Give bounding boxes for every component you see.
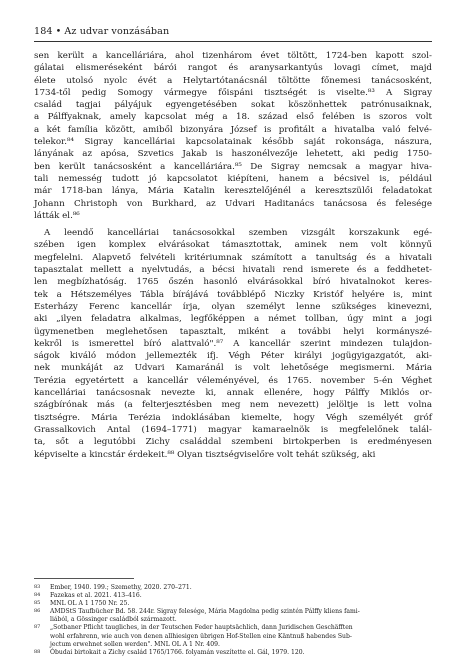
footnote-text [50, 592, 432, 600]
footnote-number: 84 [34, 592, 41, 599]
text-line: tapasztalat mellett a nyelvtudás, a bécsi hivatali rend ismerete és a feddhetet- [34, 265, 432, 276]
footnote-line: Fazekas et al. 2021. 413–416. [50, 592, 142, 600]
text-line: nek munkáját az Udvari Kamaránál is volt lehetősége megismerni. Mária [34, 363, 432, 374]
text-line: telekor.⁸⁴ Sigray kancelláriai kapcsolatainak később saját rokonsága, nászura, [34, 137, 432, 148]
text-line: tisztségre. Mária Terézia indoklásában kiemelte, hogy Végh személyét gróf [34, 412, 432, 423]
footnote-line: wohl erfahrenn, wie auch von denen allhiesigen übrigen Hof-Stellen eine Käntnuß habendes Sub- [50, 632, 352, 640]
footnote-number: 88 [34, 648, 41, 655]
text-line: Johann Christoph von Burkhard, az Udvari Haditanács tanácsosa és felesége [34, 198, 432, 209]
text-line: szében igen komplex elvárásokat támasztottak, aminek nem volt könnyű [34, 240, 432, 251]
paragraph [34, 50, 432, 222]
text-line: gálatai elismeréseként bárói rangot és aranysarkantyús lovagi címet, majd [34, 63, 432, 74]
text-line: ságok kiváló módon jellemezték ifj. Végh Péter királyi jogügyigazgatót, aki- [34, 351, 432, 362]
running-header [34, 26, 432, 37]
text-line: len megbízhatóság. 1765 őszén hasonló elvárásokkal bíró hivatalnokot keres- [34, 277, 432, 288]
footnote-text [50, 624, 432, 648]
footnote-text [50, 649, 432, 657]
footnote-number: 87 [34, 624, 41, 631]
footnote-line: MNL OL A 1 1750 Nr. 25. [50, 600, 130, 608]
text-line: már 1718-ban lánya, Mária Katalin keresztelőjénél a keresztszülői feladatokat [34, 186, 432, 197]
footnote-line: Óbudai birtokait a Zichy család 1765/1766. folyamán veszítette el. Gál, 1979. 120. [50, 648, 305, 656]
text-line: kancelláriai tanácsosnak nevezte ki, annak ellenére, hogy Pálffy Miklós or- [34, 388, 432, 399]
footnote-text [50, 608, 432, 624]
text-line: ta, sőt a legutóbbi Zichy családdal szembeni birtokperben is eredményesen [34, 437, 432, 448]
footnote [34, 608, 432, 624]
footnote-line: Ember, 1940. 199.; Szemethy, 2020. 270–271. [50, 584, 192, 591]
footnote [34, 624, 432, 648]
page-number: 184 [34, 26, 53, 37]
footnote-text [50, 584, 432, 592]
footnote-line: jectum erwehnet sollen werden". MNL OL A 1 Nr. 409. [50, 640, 220, 648]
text-line: szágbírónak más (a felterjesztésben meg nem nevezett) jelöltje is lett volna [34, 400, 432, 411]
body-text [34, 50, 432, 461]
footnote-line: liából, a Gössinger családból származott. [50, 616, 177, 624]
text-line: a Pálffyaknak, amely kapcsolat még a 18. század első felében is szoros volt [34, 112, 432, 123]
footnote [34, 592, 432, 600]
text-line: a két família között, amiből bizonyára József is profitált a hivatalba való felvé- [34, 124, 432, 135]
footnote [34, 649, 432, 657]
footnote-number: 85 [34, 600, 41, 607]
footnote-text [50, 600, 432, 608]
text-line: megfelelni. Alapvető felvételi kritériumnak számított a tanultság és a hivatali [34, 252, 432, 263]
text-line: képviselte a kincstár érdekeit.⁸⁸ Olyan tisztségviselőre volt tehát szükség, aki [34, 449, 376, 460]
text-line: tek a Hétszemélyes Tábla bírájává továbblépő Niczky Kristóf helyére is, mint [34, 289, 432, 300]
text-line: élete utolsó nyolc évét a Helytartótanácsnál töltötte főnemesi tanácsosként, [34, 75, 432, 86]
footnote-line: AMDStS Taufbücher Bd. 58. 244r. Sigray felesége, Mária Magdolna pedig szintén Pálffy kliens fami- [50, 608, 360, 616]
text-line: Grassalkovich Antal (1694–1771) magyar kamaraelnök is megfelelőnek talál- [34, 424, 432, 435]
text-line: A leendő kancelláriai tanácsosokkal szemben vizsgált korszakunk egé- [44, 228, 432, 239]
footnote [34, 584, 432, 592]
text-line: Esterházy Ferenc kancellár írja, olyan személyt lenne szükséges kinevezni, [34, 301, 432, 312]
text-line: 1734-től pedig Somogy vármegye főispáni tisztségét is viselte.⁸³ A Sigray [34, 87, 432, 98]
footnote-rule [34, 578, 134, 579]
text-line: lányának az apósa, Szvetics Jakab is haszonélvezője lehetett, aki pedig 1750- [34, 149, 432, 160]
text-line: sen került a kancelláriára, ahol tizenhárom évet töltött, 1724-ben kapott szol- [34, 51, 432, 61]
header-rule [34, 41, 432, 42]
footnote-line: „Sotbaner Pflicht taugliches, in der Teutschen Feder hauptsächlich, dann Juridischen Geschäfften [50, 624, 353, 632]
footnotes [34, 584, 432, 657]
footnote [34, 600, 432, 608]
text-line: aki „ilyen feladatra alkalmas, legfőképpen a német tollban, úgy mint a jogi [34, 314, 432, 325]
footnote-number: 86 [34, 608, 41, 615]
text-line: kekről is ismerettel bíró alattvaló".⁸⁷ A kancellár szerint mindezen tulajdon- [34, 338, 432, 349]
text-line: ügymenetben meglehetősen tapasztalt, miként a további helyi kormányszé- [34, 326, 432, 337]
text-line: család tagjai pályájuk egyengetésében sokat köszönhettek patrónusaiknak, [34, 100, 432, 111]
text-line: tali nemesség tudott jó kapcsolatot kiépíteni, hanem a bécsivel is, például [34, 173, 432, 184]
footnote-number: 83 [34, 584, 41, 590]
paragraph [34, 227, 432, 461]
running-title: Az udvar vonzásában [64, 26, 170, 37]
text-line: látták el.⁸⁶ [34, 210, 80, 221]
text-line: ben került tanácsosként a kancelláriára.⁸⁵ De Sigray nemcsak a magyar hiva- [34, 161, 432, 172]
text-line: Terézia egyetértett a kancellár véleményével, és 1765. november 5-én Véghet [34, 375, 432, 386]
header-separator: • [55, 26, 62, 37]
